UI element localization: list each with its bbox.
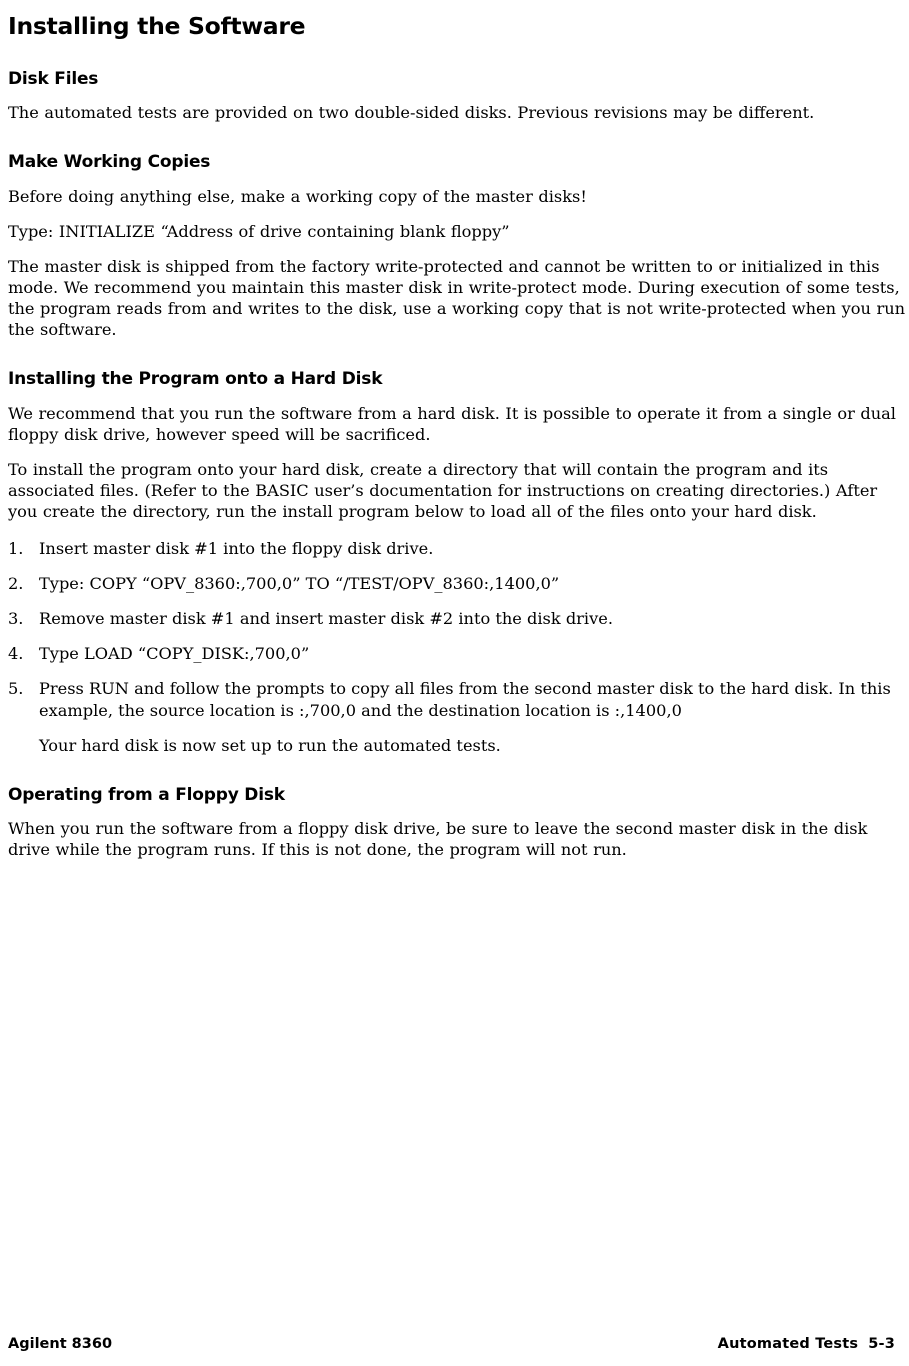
- paragraph: To install the program onto your hard disk, create a directory that will contain the program and its associated files. (Refer to the BASIC user’s documentation for instructions on creating directories.) After you create the directory, run the install program below to load all of the files onto your hard disk.: [8, 460, 878, 522]
- section-heading-make-working-copies: Make Working Copies: [8, 152, 211, 173]
- list-item-number: 4.: [8, 644, 24, 664]
- list-item-text: Type LOAD “COPY_DISK:,700,0”: [39, 644, 310, 664]
- section-heading-operating-floppy-disk: Operating from a Floppy Disk: [8, 784, 285, 805]
- list-item-text: Type: COPY “OPV_8360:,700,0” TO “/TEST/OPV_8360:,1400,0”: [39, 574, 560, 594]
- paragraph: The automated tests are provided on two double-sided disks. Previous revisions may be different.: [8, 103, 815, 123]
- paragraph: Your hard disk is now set up to run the automated tests.: [39, 735, 501, 755]
- section-heading-installing-program-hard-disk: Installing the Program onto a Hard Disk: [8, 369, 383, 390]
- footer-chapter-label: Automated Tests: [717, 1336, 859, 1352]
- page-title: Installing the Software: [8, 12, 306, 40]
- list-item: [8, 538, 906, 559]
- list-item-number: 2.: [8, 574, 24, 594]
- numbered-step-list: [8, 538, 906, 720]
- page-footer: [8, 1336, 895, 1352]
- page-number: 5-3: [868, 1336, 895, 1352]
- paragraph: When you run the software from a floppy disk drive, be sure to leave the second master disk in the disk drive while the program runs. If this is not done, the program will not run.: [8, 819, 868, 860]
- list-item-number: 5.: [8, 679, 24, 699]
- section-heading-disk-files: Disk Files: [8, 68, 99, 89]
- page-content: [8, 14, 906, 860]
- list-item-number: 1.: [8, 539, 24, 559]
- list-item: [8, 678, 906, 720]
- list-item: [8, 643, 906, 664]
- list-item-number: 3.: [8, 609, 24, 629]
- footer-chapter-and-page: [718, 1336, 895, 1352]
- paragraph: We recommend that you run the software from a hard disk. It is possible to operate it from a single or dual floppy disk drive, however speed will be sacrificed.: [8, 403, 896, 444]
- list-item: [8, 608, 906, 629]
- paragraph: The master disk is shipped from the factory write-protected and cannot be written to or initialized in this mode. We recommend you maintain this master disk in write-protect mode. During execution of some tests, the program reads from and writes to the disk, use a working copy that is not write-protected when you run the software.: [8, 257, 906, 340]
- paragraph: Before doing anything else, make a working copy of the master disks!: [8, 187, 587, 206]
- list-item-text: Remove master disk #1 and insert master disk #2 into the disk drive.: [39, 609, 613, 629]
- footer-product-name: Agilent 8360: [8, 1336, 113, 1352]
- list-item-text: Press RUN and follow the prompts to copy all files from the second master disk to the hard disk. In this example, the source location is :,700,0 and the destination location is :,1400,0: [39, 679, 891, 720]
- paragraph: Type: INITIALIZE “Address of drive containing blank floppy”: [8, 222, 510, 242]
- list-item-text: Insert master disk #1 into the floppy disk drive.: [39, 539, 434, 559]
- list-item: [8, 573, 906, 594]
